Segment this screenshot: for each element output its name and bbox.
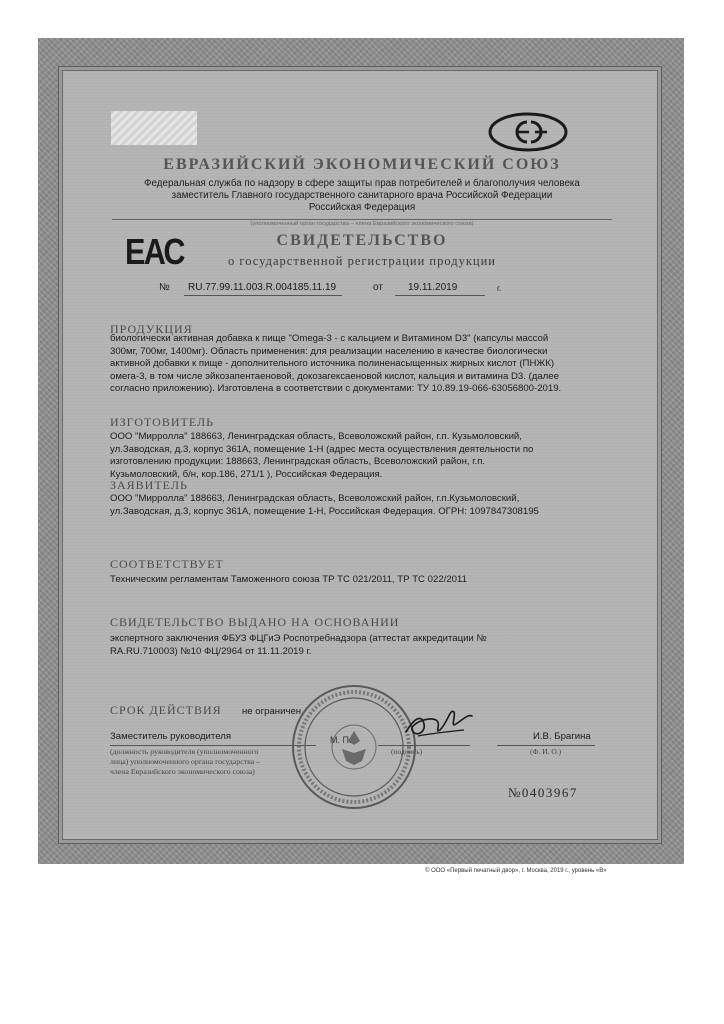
- position-underline: [110, 745, 316, 746]
- manufacturer-text: [110, 431, 533, 481]
- name-caption: (Ф. И. О.): [530, 747, 562, 756]
- signatory-position: Заместитель руководителя: [110, 731, 232, 742]
- manufacturer-line-3: изготовлению продукции: 188663, Ленинградская область, Всеволожский район, г.п.: [110, 456, 486, 467]
- position-caption: [110, 747, 260, 777]
- manufacturer-line-1: ООО "Мирролла" 188663, Ленинградская область, Всеволожский район, г.п. Кузьмоловский,: [110, 431, 522, 442]
- validity-value: не ограничен: [242, 706, 302, 717]
- basis-line-1: экспертного заключения ФБУЗ ФЦГиЭ Роспотребнадзора (аттестат аккредитации №: [110, 633, 487, 644]
- product-line-5: согласно приложению). Изготовлена в соответствии с документами: ТУ 10.89.19-066-63056800-2019.: [110, 383, 562, 394]
- agency-divider: [112, 219, 612, 220]
- position-caption-line-1: (должность руководителя (уполномоченного: [110, 747, 259, 756]
- union-title: ЕВРАЗИЙСКИЙ ЭКОНОМИЧЕСКИЙ СОЮЗ: [163, 156, 561, 173]
- product-heading: ПРОДУКЦИЯ: [110, 322, 193, 336]
- conformity-heading: СООТВЕТСТВУЕТ: [110, 557, 224, 571]
- stamp-place-label: М. П.: [330, 735, 352, 745]
- form-number: №0403967: [508, 785, 578, 800]
- product-line-4: омега-3, в том числе эйкозапентаеновой, докозагексаеновой кислот, кальция и витамина D3. (далее: [110, 370, 559, 382]
- manufacturer-heading: ИЗГОТОВИТЕЛЬ: [110, 415, 215, 429]
- conformity-text: Техническим регламентам Таможенного союза ТР ТС 021/2011, ТР ТС 022/2011: [110, 574, 467, 585]
- validity-heading: СРОК ДЕЙСТВИЯ: [110, 703, 222, 717]
- agency-caption: (уполномоченный орган государства – члена Евразийского экономического союза): [250, 221, 474, 227]
- basis-text: [110, 633, 487, 658]
- agency-line-1: Федеральная служба по надзору в сфере защиты прав потребителей и благополучия человека: [144, 178, 580, 189]
- position-caption-line-2: лица) уполномоченного органа государства –: [110, 757, 261, 766]
- manufacturer-line-2: ул.Заводская, д.3, корпус 361А, помещение 1-Н (адрес места осуществления деятельности по: [110, 443, 534, 455]
- manufacturer-line-4: Кузьмоловский, б/н, кор.186, 271/1 ), Российская Федерация.: [110, 468, 383, 480]
- number-underline: [184, 295, 342, 296]
- product-line-1: биологически активная добавка к пище "Omega-3 - с кальцием и Витамином D3" (капсулы массой: [110, 333, 549, 344]
- product-line-2: 300мг, 700мг, 1400мг). Область применения: для реализации населению в качестве биологически: [110, 345, 548, 357]
- printer-note: © ООО «Первый печатный двор», г. Москва, 2019 г., уровень «В»: [425, 868, 607, 874]
- basis-line-2: RA.RU.710003) №10 ФЦ/2964 от 11.11.2019 г.: [110, 645, 312, 657]
- handwritten-signature: [398, 700, 478, 748]
- certificate-date: 19.11.2019: [408, 282, 458, 293]
- eac-mark-logo: ЕАС: [125, 231, 184, 272]
- number-label: №: [159, 282, 170, 293]
- blurred-stamp-area: [111, 111, 197, 145]
- agency-block: [0, 178, 724, 214]
- certificate-number: RU.77.99.11.003.R.004185.11.19: [188, 282, 337, 293]
- applicant-text: [110, 493, 539, 518]
- basis-heading: СВИДЕТЕЛЬСТВО ВЫДАНО НА ОСНОВАНИИ: [110, 615, 400, 629]
- product-line-3: активной добавки к пище - дополнительного источника полиненасыщенных жирных кислот (ПНЖК): [110, 358, 555, 369]
- signatory-name: И.В. Брагина: [533, 731, 591, 742]
- eurasian-union-logo: [487, 112, 569, 152]
- certificate-title: СВИДЕТЕЛЬСТВО: [276, 232, 448, 249]
- position-caption-line-3: члена Евразийского экономического союза): [110, 767, 255, 776]
- product-text: [110, 333, 561, 396]
- date-underline: [395, 295, 485, 296]
- certificate-subtitle: о государственной регистрации продукции: [228, 254, 496, 268]
- applicant-heading: ЗАЯВИТЕЛЬ: [110, 478, 188, 492]
- from-label: от: [373, 282, 383, 293]
- name-underline: [497, 745, 595, 746]
- applicant-line-2: ул.Заводская, д.3, корпус 361А, помещение 1-Н, Российская Федерация. ОГРН: 1097847308195: [110, 505, 539, 517]
- agency-line-3: Российская Федерация: [308, 202, 416, 213]
- signature-caption: (подпись): [391, 747, 423, 756]
- agency-line-2: заместитель Главного государственного санитарного врача Российской Федерации: [171, 190, 553, 201]
- year-suffix: г.: [497, 284, 502, 293]
- applicant-line-1: ООО "Мирролла" 188663, Ленинградская область, Всеволожский район, г.п.Кузьмоловский,: [110, 493, 520, 504]
